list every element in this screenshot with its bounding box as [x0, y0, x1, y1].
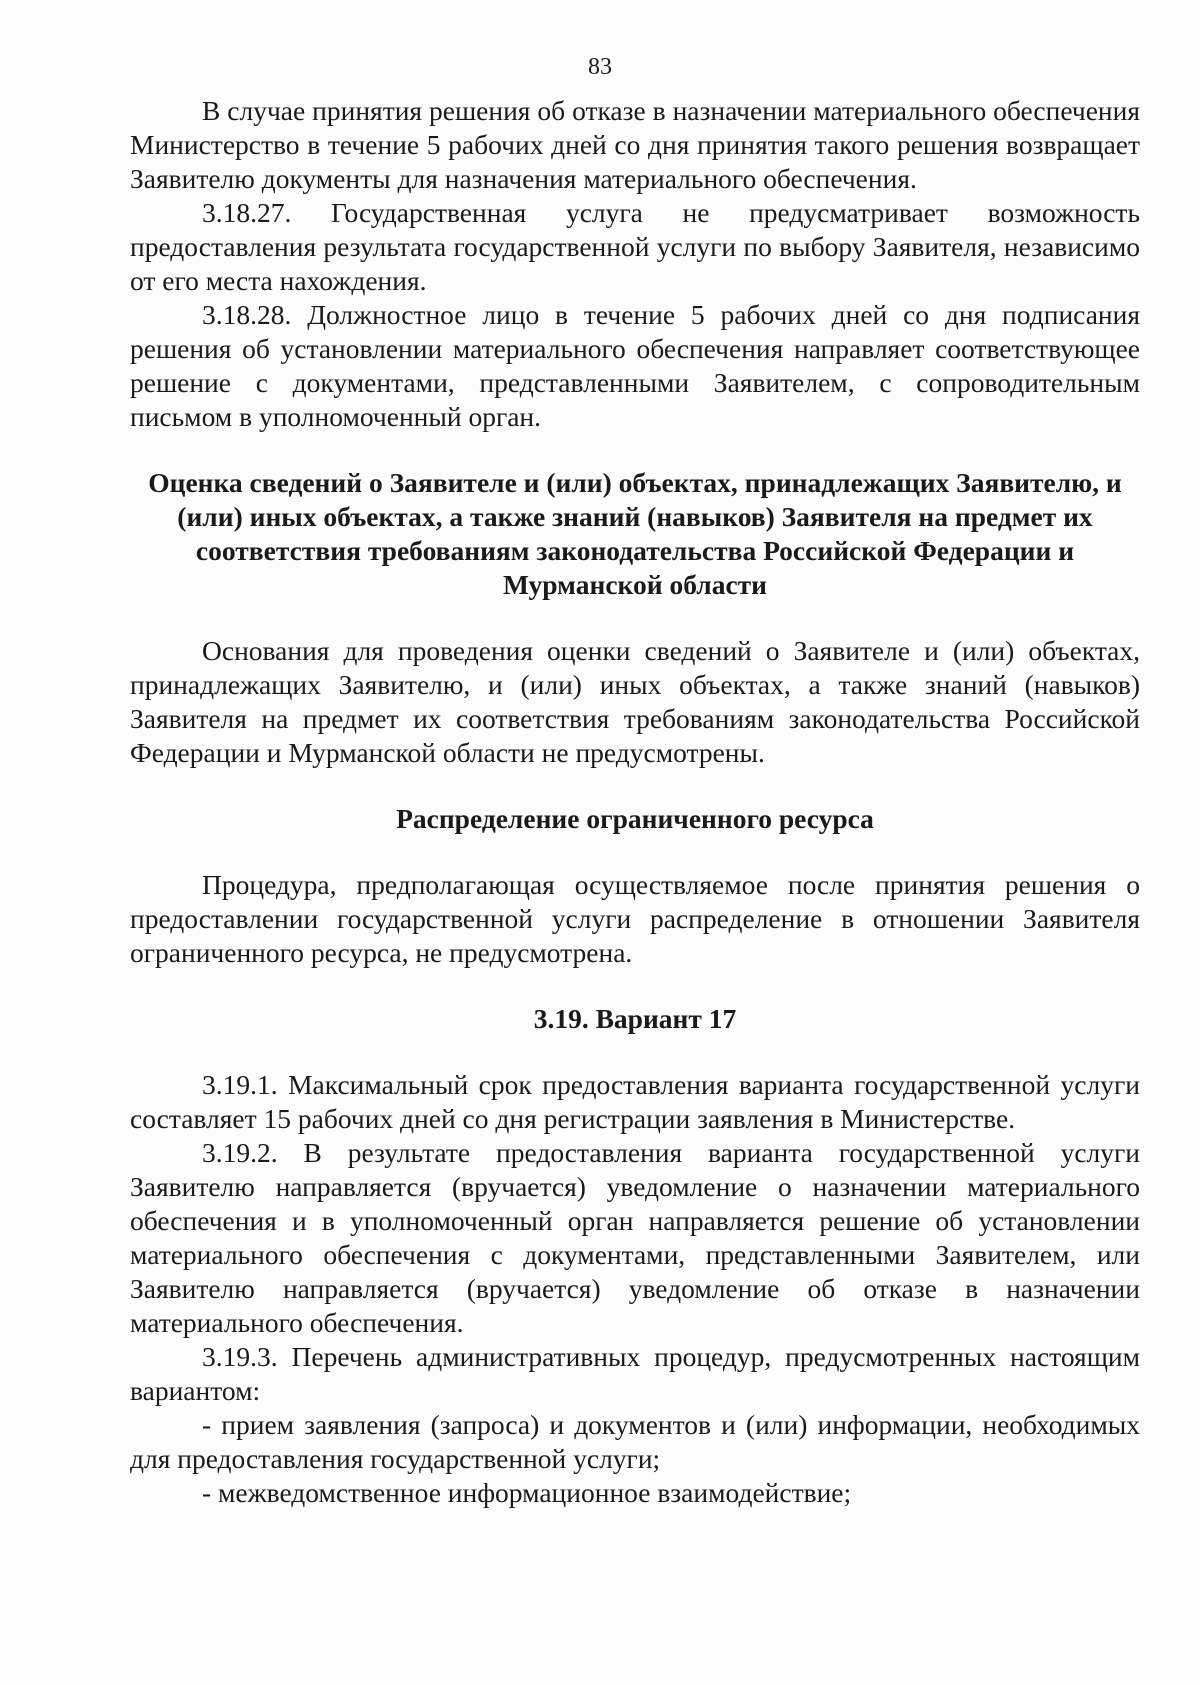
paragraph-3-19-2: 3.19.2. В результате предоставления варианта государственной услуги Заявителю направляется (вручается) уведомление о назначении материального обеспечения и в уполномоченный орган направляется решение об установлении материального обеспечения с документами, представленными Заявителем, или Заявителю направляется (вручается) уведомление об отказе в назначении материального обеспечения.	[130, 1137, 1140, 1338]
paragraph-3-18-27: 3.18.27. Государственная услуга не предусматривает возможность предоставления результата государственной услуги по выбору Заявителя, независимо от его места нахождения.	[130, 197, 1140, 296]
paragraph-assessment: Основания для проведения оценки сведений о Заявителе и (или) объектах, принадлежащих Заявителю, и (или) иных объектах, а также знаний (навыков) Заявителя на предмет их соответствия требованиям законодательства Российской Федерации и Мурманской области не предусмотрены.	[130, 635, 1140, 768]
heading-resource: Распределение ограниченного ресурса	[396, 803, 874, 834]
paragraph-3-18-28: 3.18.28. Должностное лицо в течение 5 рабочих дней со дня подписания решения об установлении материального обеспечения направляет соответствующее решение с документами, представленными Заявителем, с сопроводительным письмом в уполномоченный орган.	[130, 299, 1140, 432]
document-body	[130, 94, 1140, 1510]
list-item: - межведомственное информационное взаимодействие;	[202, 1477, 852, 1508]
paragraph-3-19-3: 3.19.3. Перечень административных процедур, предусмотренных настоящим вариантом:	[130, 1341, 1140, 1406]
heading-assessment: Оценка сведений о Заявителе и (или) объектах, принадлежащих Заявителю, и (или) иных объектах, а также знаний (навыков) Заявителя на предмет их соответствия требованиям законодательства Российской Федерации и Мурманской области	[148, 467, 1122, 600]
list-item: - прием заявления (запроса) и документов и (или) информации, необходимых для предоставления государственной услуги;	[130, 1409, 1140, 1474]
page-number: 83	[588, 54, 612, 80]
paragraph-3-19-1: 3.19.1. Максимальный срок предоставления варианта государственной услуги составляет 15 рабочих дней со дня регистрации заявления в Министерстве.	[130, 1069, 1140, 1134]
paragraph-resource: Процедура, предполагающая осуществляемое после принятия решения о предоставлении государственной услуги распределение в отношении Заявителя ограниченного ресурса, не предусмотрена.	[130, 869, 1140, 968]
paragraph-refusal: В случае принятия решения об отказе в назначении материального обеспечения Министерство в течение 5 рабочих дней со дня принятия такого решения возвращает Заявителю документы для назначения материального обеспечения.	[130, 95, 1140, 194]
heading-variant-17: 3.19. Вариант 17	[533, 1003, 737, 1034]
